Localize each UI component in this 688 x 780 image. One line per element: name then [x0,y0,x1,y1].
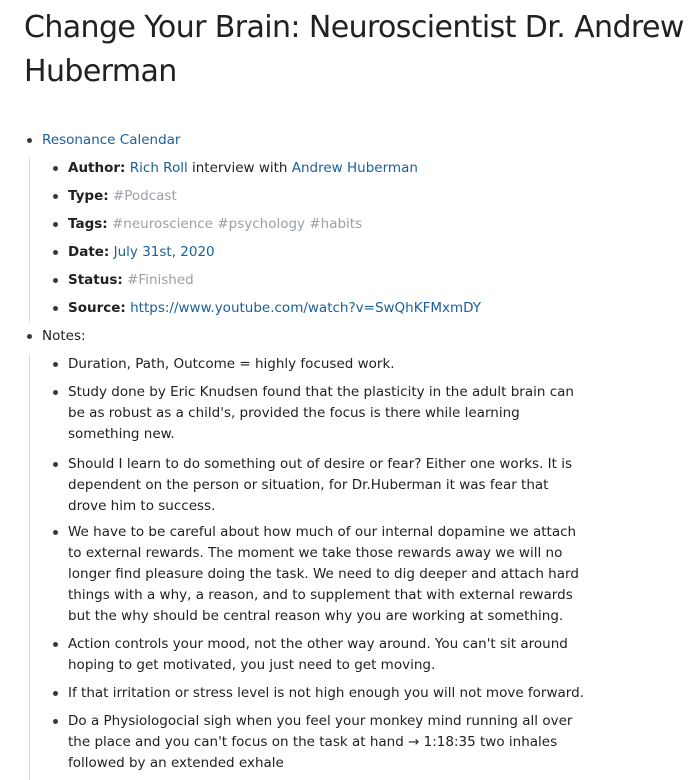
block-bullet[interactable] [53,194,58,199]
note-item[interactable]: If that irritation or stress level is not high enough you will not move forward. [68,685,584,701]
note-item[interactable]: Action controls your mood, not the other way around. You can't sit around hoping to get motivated, you just need to get moving. [68,636,568,673]
block-bullet[interactable] [53,530,58,535]
block-bullet[interactable] [53,278,58,283]
source-property[interactable] [68,298,680,319]
tags-property[interactable] [68,214,680,235]
block-bullet[interactable] [53,642,58,647]
block-bullet[interactable] [53,390,58,395]
status-property[interactable] [68,270,680,291]
author-guest-link[interactable]: Andrew Huberman [291,160,418,176]
block-bullet[interactable] [53,250,58,255]
note-item[interactable]: Study done by Eric Knudsen found that the plasticity in the adult brain can be as robust as a child's, provided the focus is there while learning something new. [68,384,574,442]
resonance-calendar-block[interactable] [42,130,682,151]
block-bullet[interactable] [27,138,32,143]
date-link[interactable]: July 31st, 2020 [113,244,215,260]
block-bullet[interactable] [53,306,58,311]
block-bullet[interactable] [53,691,58,696]
tag-habits[interactable]: #habits [309,216,363,232]
block-bullet[interactable] [53,166,58,171]
date-property[interactable] [68,242,680,263]
block-bullet[interactable] [53,719,58,724]
type-tag[interactable]: #Podcast [112,188,177,204]
notes-block[interactable] [42,326,682,347]
type-property[interactable] [68,186,680,207]
source-key: Source: [68,300,126,316]
tag-neuroscience[interactable]: #neuroscience [111,216,214,232]
date-key: Date: [68,244,110,260]
note-item[interactable]: We have to be careful about how much of our internal dopamine we attach to external rewards. The moment we take those rewards away we will no longer find pleasure doing the task. We need to dig deeper and attach hard things with a why, a reason, and to supplement that with external rewards but the why should be central reason why you are working at something. [68,524,579,624]
notes-label: Notes: [42,328,86,344]
note-item[interactable]: Duration, Path, Outcome = highly focused work. [68,356,395,372]
tag-psychology[interactable]: #psychology [217,216,306,232]
block-bullet[interactable] [53,362,58,367]
block-bullet[interactable] [27,334,32,339]
author-person-link[interactable]: Rich Roll [129,160,188,176]
author-property[interactable] [68,158,680,179]
status-key: Status: [68,272,123,288]
tags-key: Tags: [68,216,108,232]
block-bullet[interactable] [53,222,58,227]
note-item[interactable]: Should I learn to do something out of desire or fear? Either one works. It is dependent on the person or situation, for Dr.Huberman it was fear that drove him to success. [68,456,573,514]
indent-guide [29,158,30,322]
indent-guide [29,354,30,780]
page-title[interactable]: Change Your Brain: Neuroscientist Dr. Andrew Huberman [24,10,684,89]
author-key: Author: [68,160,126,176]
source-url-link[interactable]: https://www.youtube.com/watch?v=SwQhKFMxmDY [130,300,482,316]
note-item[interactable]: Do a Physiologocial sigh when you feel your monkey mind running all over the place and you can't focus on the task at hand → 1:18:35 two inhales followed by an extended exhale [68,713,573,771]
block-bullet[interactable] [53,462,58,467]
resonance-calendar-link[interactable]: Resonance Calendar [42,132,181,148]
author-middle-text: interview with [187,160,292,176]
type-key: Type: [68,188,109,204]
status-tag[interactable]: #Finished [127,272,194,288]
